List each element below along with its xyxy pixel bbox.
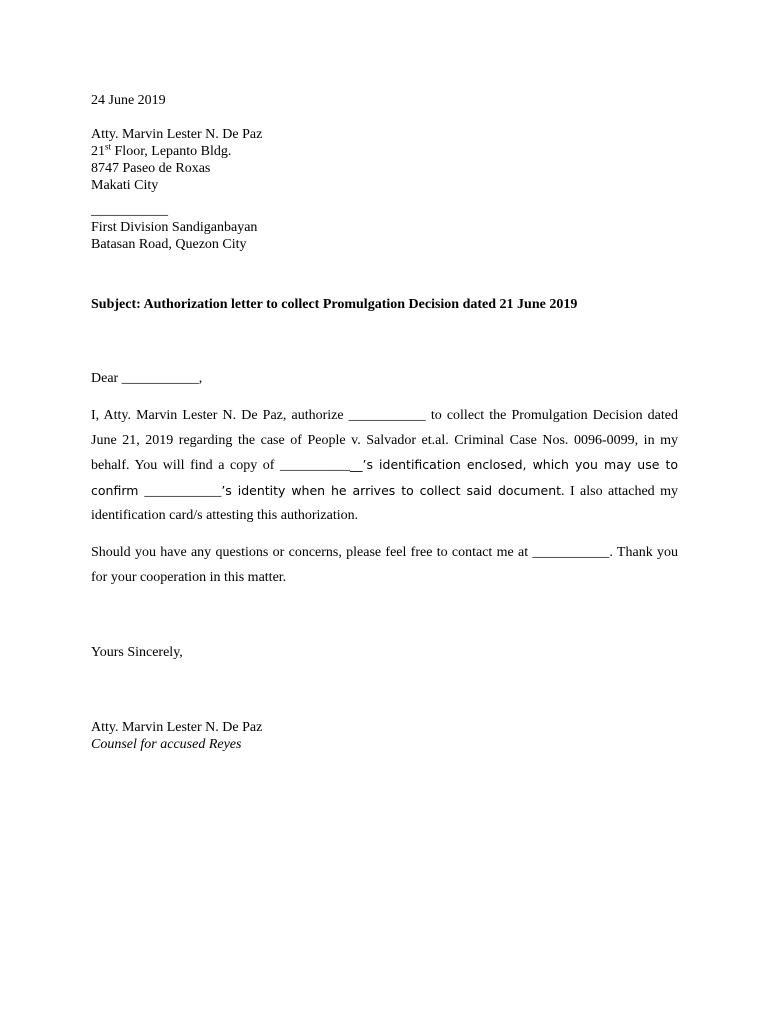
body-p1-sans1: __’s identification enclosed, which you may use to confirm <box>91 457 678 498</box>
subject-block <box>91 296 678 313</box>
signature-title: Counsel for accused Reyes <box>91 737 242 752</box>
body-paragraph-1 <box>91 404 678 529</box>
signature-name: Atty. Marvin Lester N. De Paz <box>91 720 263 735</box>
body-p1-part1: I, Atty. Marvin Lester N. De Paz, authorize ___________ to collect the Promulgation Decision dated June 21, 2019 regarding the case of People v. Salvador et.al. Criminal Case Nos. 0096-0099, in my behalf. You will find a copy of <box>91 408 678 473</box>
letter-salutation: Dear ___________, <box>91 371 203 386</box>
sender-floor <box>91 143 678 160</box>
recipient-address <box>91 202 678 253</box>
body-p1-blank2: ___________ <box>144 483 222 499</box>
sender-name: Atty. Marvin Lester N. De Paz <box>91 127 263 142</box>
body-p1-blank1: __________ <box>280 458 351 473</box>
body-p1-sans2: ’s identity when he arrives to collect said document <box>221 482 562 498</box>
letter-subject: Subject: Authorization letter to collect Promulgation Decision dated 21 June 2019 <box>91 297 578 312</box>
letter-date: 24 June 2019 <box>91 93 166 108</box>
body-paragraph-2 <box>91 541 678 590</box>
letter-closing: Yours Sincerely, <box>91 645 183 660</box>
salutation-block <box>91 370 678 387</box>
closing-block <box>91 644 678 661</box>
sender-street: 8747 Paseo de Roxas <box>91 161 211 176</box>
sender-address <box>91 126 678 194</box>
sender-city: Makati City <box>91 178 159 193</box>
body-p2-text: Should you have any questions or concerns, please feel free to contact me at ___________. Thank you for your cooperation in this matter. <box>91 545 678 585</box>
sender-floor-number: 21 <box>91 144 105 159</box>
recipient-office: First Division Sandiganbayan <box>91 220 258 235</box>
body-p1-part2: . I also attached my identification card/s attesting this authorization. <box>91 483 678 523</box>
sender-floor-suffix: st <box>105 141 112 152</box>
recipient-blank: ___________ <box>91 203 168 218</box>
recipient-address-line: Batasan Road, Quezon City <box>91 237 247 252</box>
signature-block <box>91 719 678 753</box>
sender-floor-rest: Floor, Lepanto Bldg. <box>111 144 232 159</box>
letter-date-block <box>91 92 678 109</box>
